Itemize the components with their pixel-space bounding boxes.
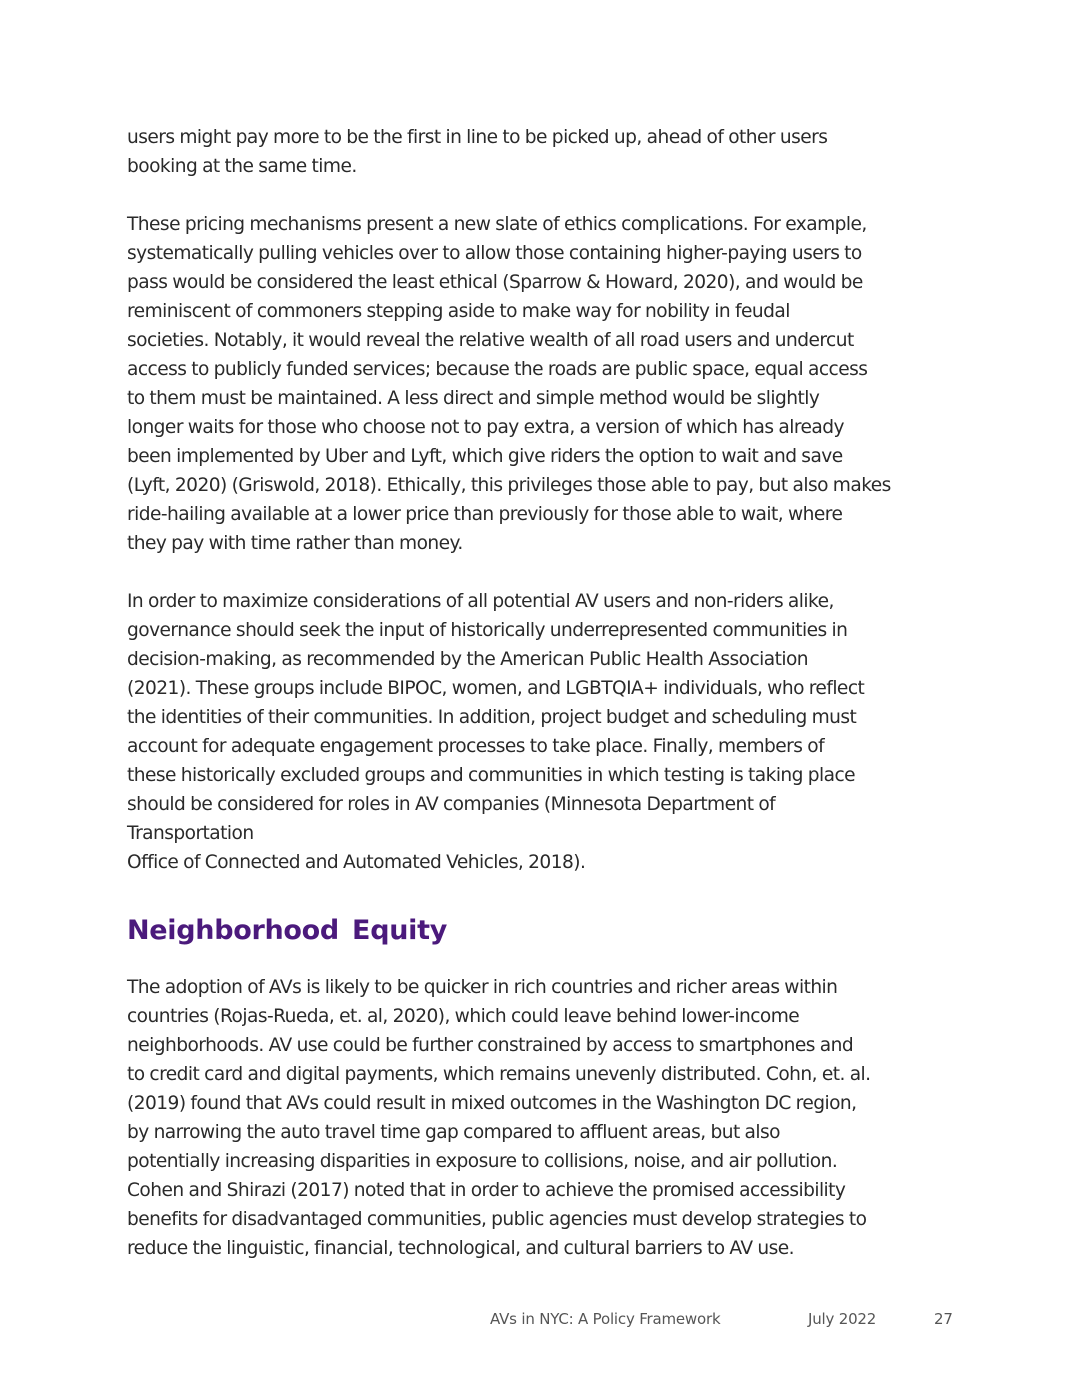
paragraph-pricing-ethics xyxy=(127,210,957,558)
page-number: 27 xyxy=(934,1310,953,1328)
text-line: Office of Connected and Automated Vehicles, 2018). xyxy=(127,852,586,873)
paragraph-spacer xyxy=(127,558,957,587)
text-line: Cohen and Shirazi (2017) noted that in order to achieve the promised accessibility xyxy=(127,1180,846,1201)
paragraph-neighborhood-equity xyxy=(127,973,957,1263)
text-line: decision-making, as recommended by the American Public Health Association xyxy=(127,649,809,670)
text-line: systematically pulling vehicles over to allow those containing higher-paying users to xyxy=(127,243,862,264)
text-line: the identities of their communities. In addition, project budget and scheduling must xyxy=(127,707,857,728)
text-line: neighborhoods. AV use could be further constrained by access to smartphones and xyxy=(127,1035,854,1056)
heading-spacer xyxy=(127,877,957,911)
text-line: reminiscent of commoners stepping aside to make way for nobility in feudal xyxy=(127,301,790,322)
section-heading: Neighborhood Equity xyxy=(127,915,448,946)
text-line: countries (Rojas-Rueda, et. al, 2020), which could leave behind lower-income xyxy=(127,1006,800,1027)
text-line: (2021). These groups include BIPOC, women, and LGBTQIA+ individuals, who reflect xyxy=(127,678,865,699)
text-line: governance should seek the input of historically underrepresented communities in xyxy=(127,620,848,641)
text-line: to credit card and digital payments, which remains unevenly distributed. Cohn, et. al. xyxy=(127,1064,871,1085)
text-line: The adoption of AVs is likely to be quicker in rich countries and richer areas within xyxy=(127,977,838,998)
page-content xyxy=(127,123,957,1263)
text-line: booking at the same time. xyxy=(127,156,357,177)
footer-document-title: AVs in NYC: A Policy Framework xyxy=(490,1310,721,1328)
paragraph-spacer xyxy=(127,181,957,210)
text-line: (2019) found that AVs could result in mixed outcomes in the Washington DC region, xyxy=(127,1093,857,1114)
paragraph-governance-input xyxy=(127,587,957,877)
text-line: they pay with time rather than money. xyxy=(127,533,463,554)
text-line: (Lyft, 2020) (Griswold, 2018). Ethically, this privileges those able to pay, but also makes xyxy=(127,475,891,496)
text-line: by narrowing the auto travel time gap compared to affluent areas, but also xyxy=(127,1122,780,1143)
text-line: pass would be considered the least ethical (Sparrow & Howard, 2020), and would be xyxy=(127,272,863,293)
text-line: been implemented by Uber and Lyft, which give riders the option to wait and save xyxy=(127,446,843,467)
text-line: These pricing mechanisms present a new slate of ethics complications. For example, xyxy=(127,214,867,235)
text-line: benefits for disadvantaged communities, public agencies must develop strategies to xyxy=(127,1209,867,1230)
page-footer xyxy=(0,1310,1080,1332)
text-line: potentially increasing disparities in exposure to collisions, noise, and air pollution. xyxy=(127,1151,838,1172)
text-line: longer waits for those who choose not to pay extra, a version of which has already xyxy=(127,417,844,438)
footer-date: July 2022 xyxy=(808,1310,877,1328)
text-line: account for adequate engagement processes to take place. Finally, members of xyxy=(127,736,825,757)
text-line: societies. Notably, it would reveal the relative wealth of all road users and undercut xyxy=(127,330,854,351)
text-line: users might pay more to be the first in line to be picked up, ahead of other users xyxy=(127,127,828,148)
heading-spacer xyxy=(127,951,957,973)
paragraph-ride-priority xyxy=(127,123,957,181)
text-line: Transportation xyxy=(127,823,254,844)
text-line: reduce the linguistic, financial, technological, and cultural barriers to AV use. xyxy=(127,1238,795,1259)
text-line: In order to maximize considerations of all potential AV users and non-riders alike, xyxy=(127,591,834,612)
text-line: these historically excluded groups and communities in which testing is taking place xyxy=(127,765,856,786)
text-line: ride-hailing available at a lower price than previously for those able to wait, where xyxy=(127,504,843,525)
text-line: access to publicly funded services; because the roads are public space, equal access xyxy=(127,359,868,380)
text-line: should be considered for roles in AV companies (Minnesota Department of xyxy=(127,794,776,815)
text-line: to them must be maintained. A less direct and simple method would be slightly xyxy=(127,388,820,409)
